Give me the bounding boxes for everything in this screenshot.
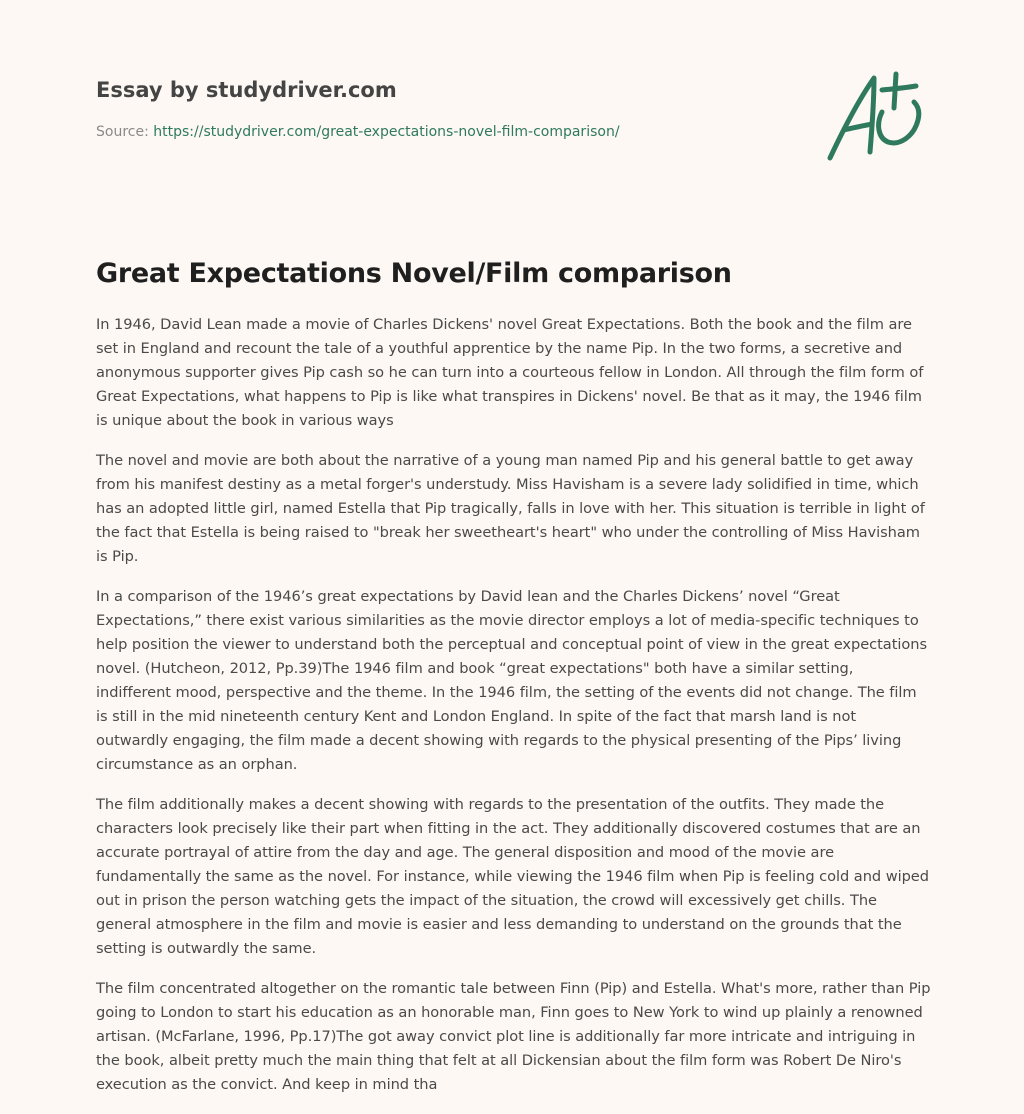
article-body: [96, 313, 932, 1113]
article-paragraph: The novel and movie are both about the narrative of a young man named Pip and his general battle to get away from his manifest destiny as a metal forger's understudy. Miss Havisham is a severe lady solidified in time, which has an adopted little girl, named Estella that Pip tragically, falls in love with her. This situation is terrible in light of the fact that Estella is being raised to "break her sweetheart's heart" who under the controlling of Miss Havisham is Pip.: [96, 452, 925, 565]
article-title: Great Expectations Novel/Film comparison: [96, 258, 732, 289]
article-paragraph: In a comparison of the 1946’s great expectations by David lean and the Charles Dickens’ novel “Great Expectations,” there exist various similarities as the movie director employs a lot of media-specific techniques to help position the viewer to understand both the perceptual and conceptual point of view in the great expectations novel. (Hutcheon, 2012, Pp.39)The 1946 film and book “great expectations" both have a similar setting, indifferent mood, perspective and the theme. In the 1946 film, the setting of the events did not change. The film is still in the mid nineteenth century Kent and London England. In spite of the fact that marsh land is not outwardly engaging, the film made a decent showing with regards to the physical presenting of the Pips’ living circumstance as an orphan.: [96, 588, 928, 773]
article-paragraph: The film additionally makes a decent showing with regards to the presentation of the outfits. They made the characters look precisely like their part when fitting in the act. They additionally discovered costumes that are an accurate portrayal of attire from the day and age. The general disposition and mood of the movie are fundamentally the same as the novel. For instance, while viewing the 1946 film when Pip is feeling cold and wiped out in prison the person watching gets the impact of the situation, the crowd will excessively get chills. The general atmosphere in the film and movie is easier and less demanding to understand on the grounds that the setting is outwardly the same.: [96, 796, 929, 957]
article-paragraph: In 1946, David Lean made a movie of Charles Dickens' novel Great Expectations. Both the book and the film are set in England and recount the tale of a youthful apprentice by the name Pip. In the two forms, a secretive and anonymous supporter gives Pip cash so he can turn into a courteous fellow in London. All through the film form of Great Expectations, what happens to Pip is like what transpires in Dickens' novel. Be that as it may, the 1946 film is unique about the book in various ways: [96, 316, 924, 429]
article-paragraph: The film concentrated altogether on the romantic tale between Finn (Pip) and Estella. What's more, rather than Pip going to London to start his education as an honorable man, Finn goes to New York to wind up plainly a renowned artisan. (McFarlane, 1996, Pp.17)The got away convict plot line is additionally far more intricate and intriguing in the book, albeit pretty much the main thing that felt at all Dickensian about the film form was Robert De Niro's execution as the convict. And keep in mind tha: [96, 980, 931, 1093]
source-line: [96, 122, 796, 142]
site-brand: Essay by studydriver.com: [96, 78, 397, 102]
source-link[interactable]: https://studydriver.com/great-expectations-novel-film-comparison/: [153, 124, 620, 140]
site-header: [96, 74, 796, 142]
source-label: Source:: [96, 124, 149, 140]
a-plus-icon: [822, 68, 928, 164]
